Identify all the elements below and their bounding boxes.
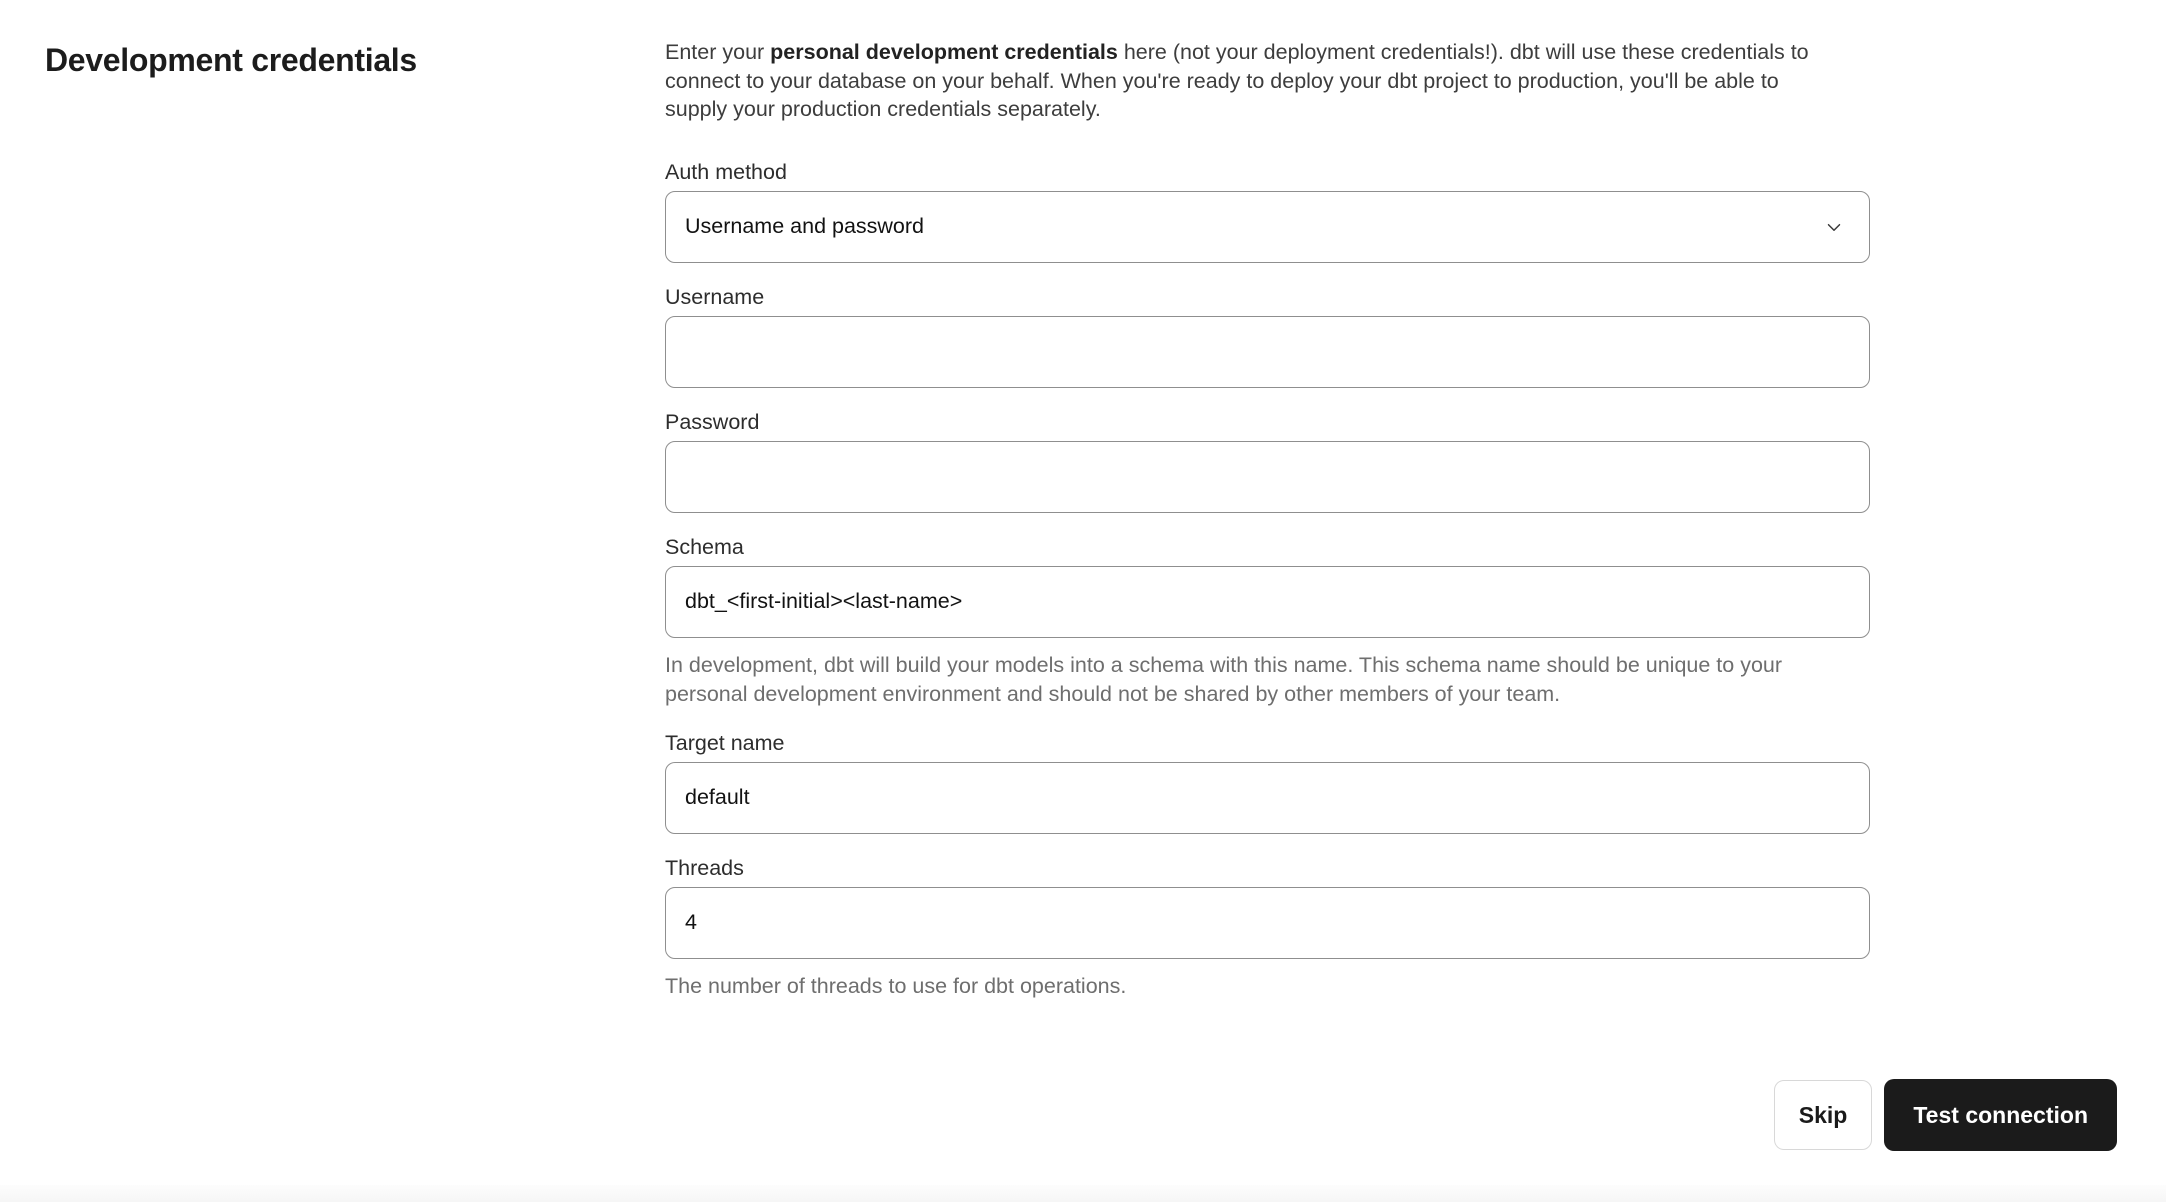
schema-field (665, 535, 1870, 709)
page-title: Development credentials (45, 42, 417, 78)
target-name-label: Target name (665, 730, 785, 755)
auth-method-label: Auth method (665, 159, 787, 184)
username-input[interactable] (665, 316, 1870, 388)
auth-method-selected-value: Username and password (685, 214, 925, 238)
threads-input[interactable] (665, 887, 1870, 959)
intro-text-pre: Enter your (665, 40, 771, 64)
intro-text-bold: personal development credentials (770, 40, 1118, 64)
schema-help-text: In development, dbt will build your models into a schema with this name. This schema name should be unique to your personal development environment and should not be shared by other members of your team. (665, 652, 1783, 706)
target-name-field (665, 731, 1870, 834)
test-connection-button[interactable]: Test connection (1884, 1079, 2117, 1151)
intro-text-post: here (not your deployment credentials!). dbt will use these credentials to connect to your database on your behalf. When you're ready to deploy your dbt project to production, you'll be able to supply your production credentials separately. (665, 40, 1809, 121)
threads-label: Threads (665, 855, 744, 880)
intro-text (665, 38, 1825, 124)
username-field (665, 285, 1870, 388)
chevron-down-icon (1823, 216, 1845, 238)
section-title-column (45, 38, 665, 1001)
target-name-input[interactable] (665, 762, 1870, 834)
skip-button[interactable]: Skip (1774, 1080, 1873, 1150)
threads-field (665, 856, 1870, 1001)
auth-method-field (665, 160, 1870, 263)
username-label: Username (665, 284, 765, 309)
password-field (665, 410, 1870, 513)
form-actions (1774, 1079, 2117, 1151)
schema-input[interactable] (665, 566, 1870, 638)
credentials-form (665, 38, 1870, 1001)
schema-label: Schema (665, 534, 744, 559)
bottom-edge-divider (0, 1185, 2166, 1202)
threads-help-text: The number of threads to use for dbt operations. (665, 973, 1127, 998)
password-label: Password (665, 409, 760, 434)
auth-method-select[interactable] (665, 191, 1870, 263)
password-input[interactable] (665, 441, 1870, 513)
